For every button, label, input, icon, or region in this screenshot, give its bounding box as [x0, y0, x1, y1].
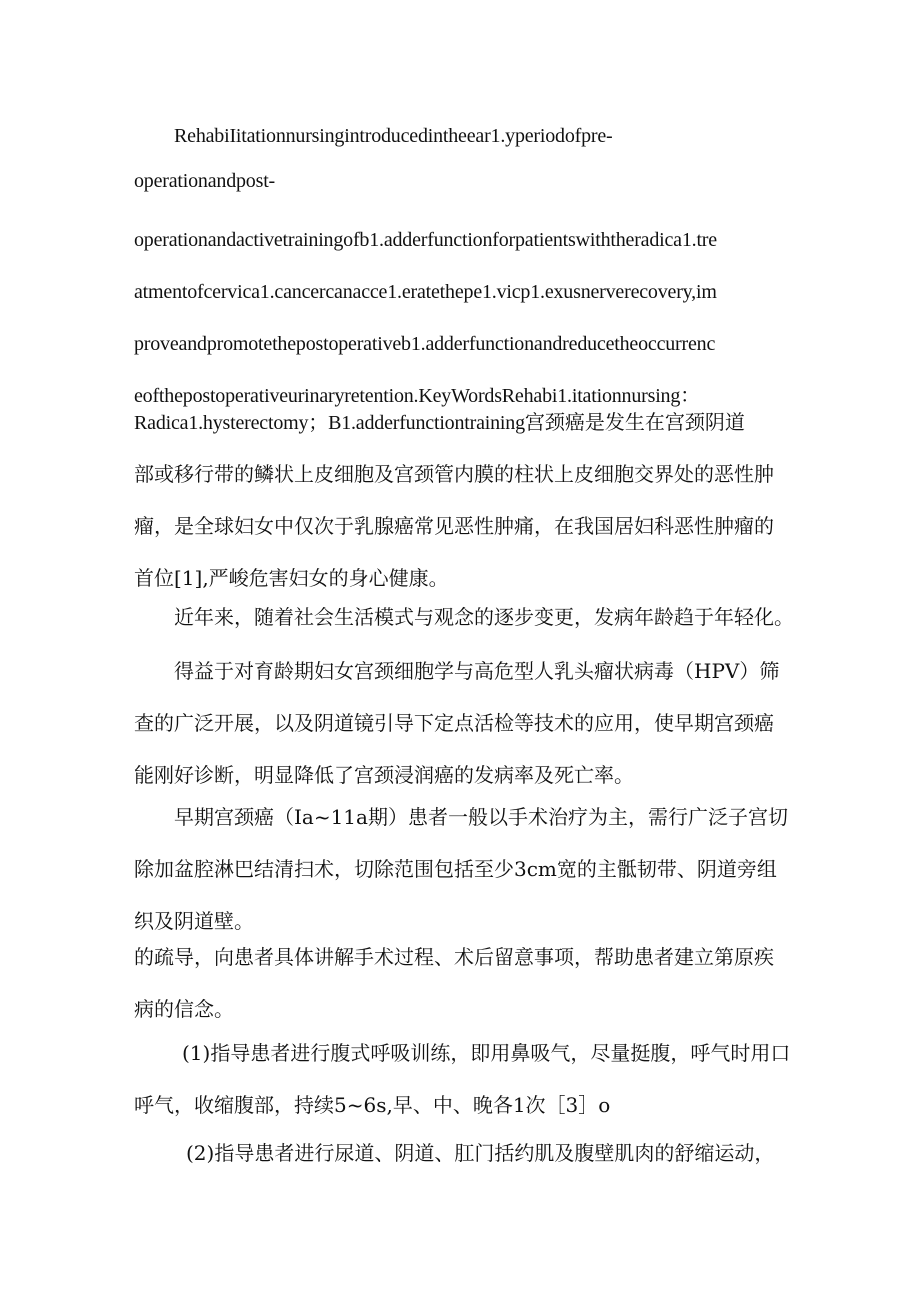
paragraph-line: 的疏导，向患者具体讲解手术过程、术后留意事项，帮助患者建立第原疾 — [134, 945, 774, 969]
keywords-text: Radica1.hysterectomy；B1.adderfunctiontraining — [134, 412, 525, 434]
paragraph-line: 瘤，是全球妇女中仅次于乳腺癌常见恶性肿痛，在我国居妇科恶性肿瘤的 — [134, 514, 774, 538]
abstract-block — [134, 114, 794, 419]
paragraph-5 — [134, 935, 794, 1032]
paragraph-line: 除加盆腔淋巴结清扫术，切除范围包括至少3cm宽的主骶韧带、阴道旁组 — [134, 857, 777, 881]
paragraph-line: 部或移行带的鳞状上皮细胞及宫颈管内膜的柱状上皮细胞交界处的恶性肿 — [134, 462, 774, 486]
paragraph-4 — [134, 795, 794, 944]
abstract-line: atmentofcervica1.cancercanacce1.eratethepe1.vicp1.exusnerverecovery,im — [134, 281, 717, 303]
paragraph-line: 得益于对育龄期妇女宫颈细胞学与高危型人乳头瘤状病毒（HPV）筛 — [174, 659, 780, 683]
abstract-line: RehabiIitationnursingintroducedintheear1.yperiodofpre- — [174, 125, 613, 147]
abstract-line: operationandpost- — [134, 170, 276, 192]
paragraph-line: (1)指导患者进行腹式呼吸训练，即用鼻吸气，尽量挺腹，呼气时用口 — [182, 1041, 791, 1065]
abstract-line: operationandactivetrainingofb1.adderfunctionforpatientswiththeradica1.tre — [134, 229, 717, 251]
abstract-line: eofthepostoperativeurinaryretention.KeyWordsRehabi1.itationnursing： — [134, 385, 700, 407]
paragraph-2 — [134, 595, 794, 640]
paragraph-line: 织及阴道壁。 — [134, 909, 254, 933]
abstract-line: proveandpromotethepostoperativeb1.adderfunctionandreducetheoccurrenc — [134, 333, 716, 355]
paragraph-1-start: 宫颈癌是发生在宫颈阴道 — [524, 410, 745, 434]
paragraph-line: 近年来，随着社会生活模式与观念的逐步变更，发病年龄趋于年轻化。 — [174, 605, 794, 629]
paragraph-line: 病的信念。 — [134, 997, 234, 1021]
paragraph-line: 查的广泛开展，以及阴道镜引导下定点活检等技术的应用，使早期宫颈癌 — [134, 711, 774, 735]
paragraph-line: 首位[1],严峻危害妇女的身心健康。 — [134, 566, 449, 590]
paragraph-line: 早期宫颈癌（Ia~11a期）患者一般以手术治疗为主，需行广泛子宫切 — [174, 805, 788, 829]
paragraph-3 — [134, 649, 794, 798]
mixed-line — [134, 400, 794, 445]
paragraph-1 — [134, 400, 794, 601]
paragraph-line: 能刚好诊断，明显降低了宫颈浸润癌的发病率及死亡率。 — [134, 763, 634, 787]
paragraph-line: 呼气，收缩腹部，持续5~6s,早、中、晚各1次［3］o — [134, 1093, 611, 1117]
paragraph-line: (2)指导患者进行尿道、阴道、肛门括约肌及腹壁肌肉的舒缩运动， — [186, 1141, 775, 1165]
paragraph-7 — [134, 1131, 794, 1176]
paragraph-6 — [134, 1031, 794, 1128]
